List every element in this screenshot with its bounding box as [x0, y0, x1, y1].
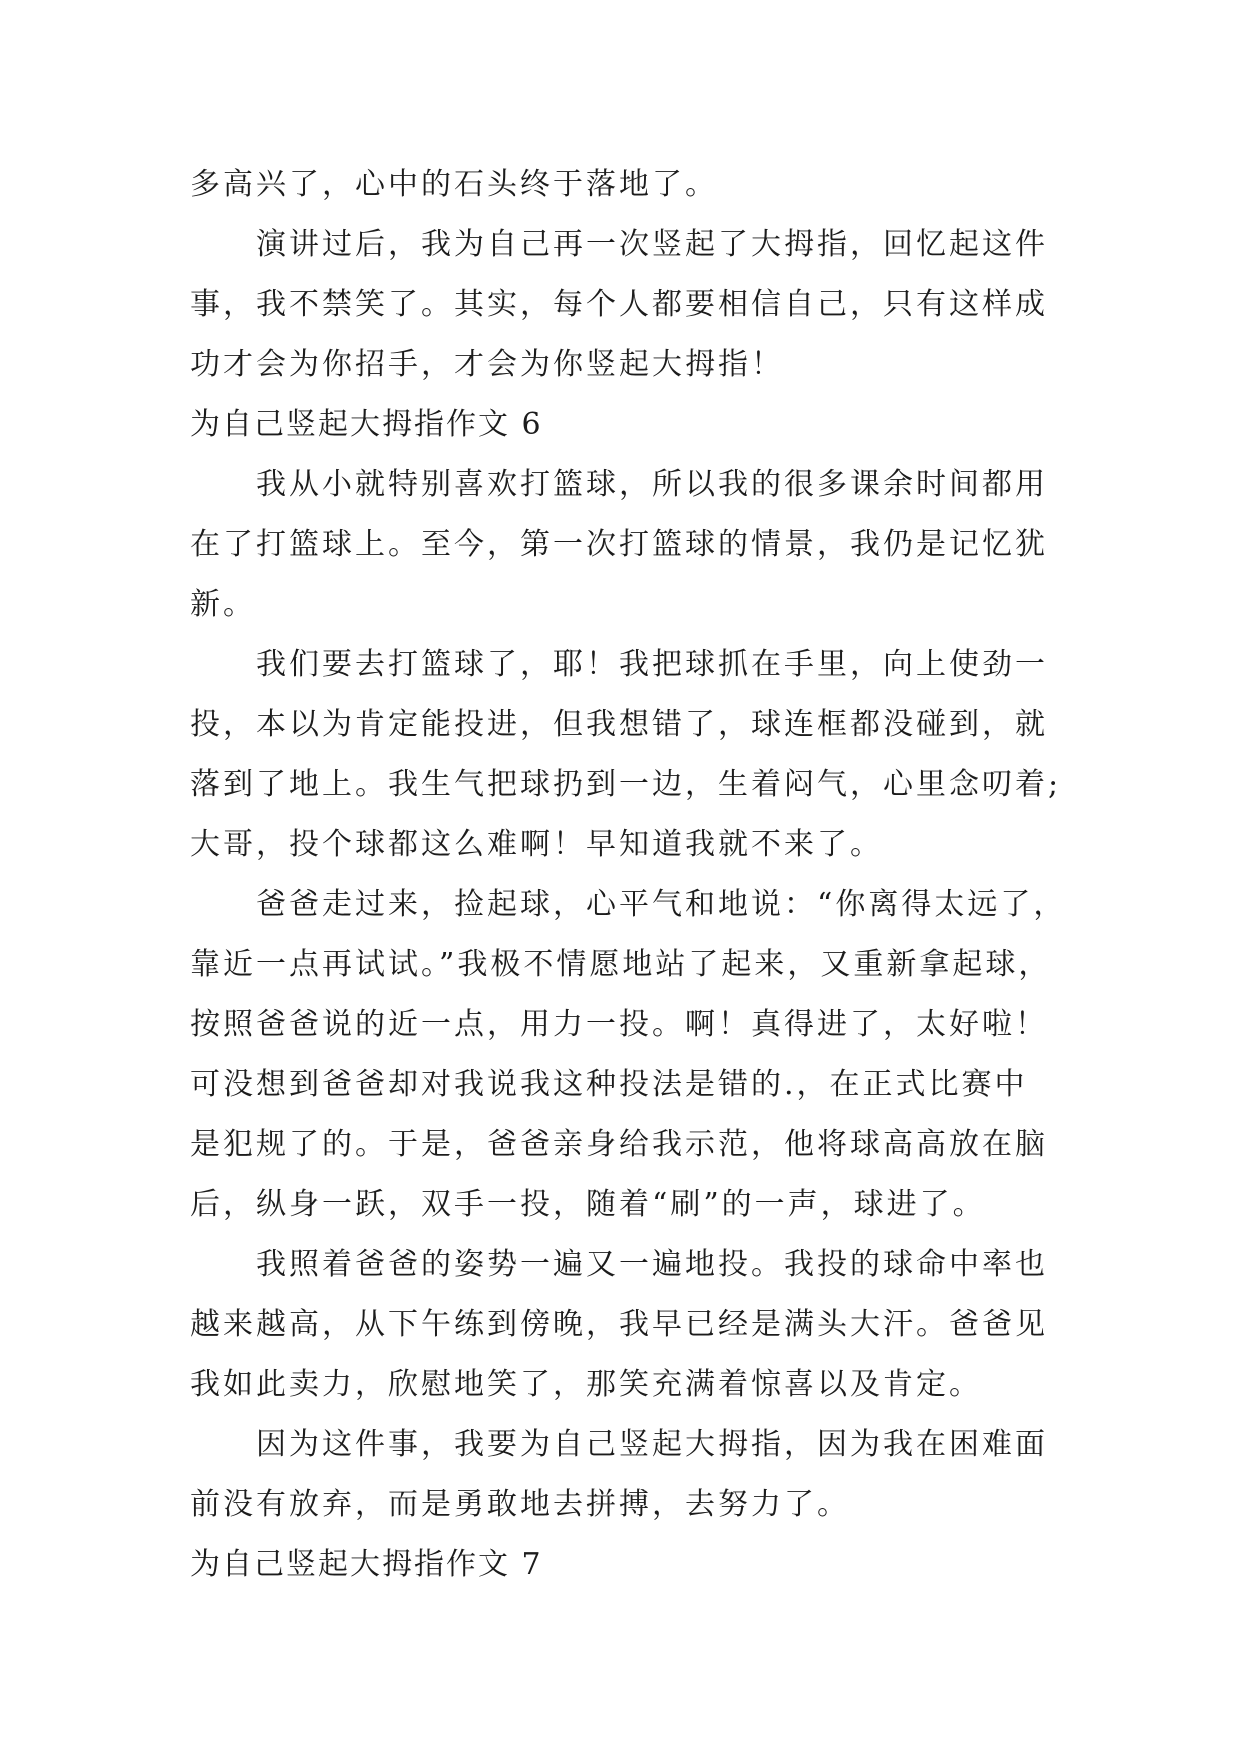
paragraph-start-line: 我从小就特别喜欢打篮球，所以我的很多课余时间都用 — [256, 467, 1048, 502]
text-line: 越来越高，从下午练到傍晚，我早已经是满头大汗。爸爸见 — [190, 1307, 1048, 1342]
text-line: 多高兴了，心中的石头终于落地了。 — [190, 167, 718, 202]
section-heading: 为自己竖起大拇指作文 7 — [190, 1547, 543, 1582]
text-line: 我如此卖力，欣慰地笑了，那笑充满着惊喜以及肯定。 — [190, 1367, 982, 1402]
text-line: 落到了地上。我生气把球扔到一边，生着闷气，心里念叨着; — [190, 767, 1062, 802]
paragraph-start-line: 我照着爸爸的姿势一遍又一遍地投。我投的球命中率也 — [256, 1247, 1048, 1282]
text-line: 前没有放弃，而是勇敢地去拼搏，去努力了。 — [190, 1487, 850, 1522]
text-line: 靠近一点再试试。”我极不情愿地站了起来，又重新拿起球， — [190, 947, 1052, 982]
section-heading: 为自己竖起大拇指作文 6 — [190, 407, 543, 442]
text-line: 新。 — [190, 587, 256, 622]
paragraph-start-line: 爸爸走过来，捡起球，心平气和地说：“你离得太远了， — [256, 887, 1067, 922]
text-line: 是犯规了的。于是，爸爸亲身给我示范，他将球高高放在脑 — [190, 1127, 1048, 1162]
text-line: 大哥，投个球都这么难啊！早知道我就不来了。 — [190, 827, 883, 862]
paragraph-start-line: 因为这件事，我要为自己竖起大拇指，因为我在困难面 — [256, 1427, 1048, 1462]
document-page — [190, 155, 1067, 1595]
text-line: 功才会为你招手，才会为你竖起大拇指！ — [190, 347, 784, 382]
paragraph-start-line: 我们要去打篮球了，耶！我把球抓在手里，向上使劲一 — [256, 647, 1048, 682]
text-line: 按照爸爸说的近一点，用力一投。啊！真得进了，太好啦！ — [190, 1007, 1048, 1042]
text-line: 后，纵身一跃，双手一投，随着“刷”的一声，球进了。 — [190, 1187, 986, 1222]
text-line: 投，本以为肯定能投进，但我想错了，球连框都没碰到，就 — [190, 707, 1048, 742]
text-line: 事，我不禁笑了。其实，每个人都要相信自己，只有这样成 — [190, 287, 1048, 322]
paragraph-start-line: 演讲过后，我为自己再一次竖起了大拇指，回忆起这件 — [256, 227, 1048, 262]
text-line: 可没想到爸爸却对我说我这种投法是错的.，在正式比赛中 — [190, 1067, 1028, 1102]
text-line: 在了打篮球上。至今，第一次打篮球的情景，我仍是记忆犹 — [190, 527, 1048, 562]
